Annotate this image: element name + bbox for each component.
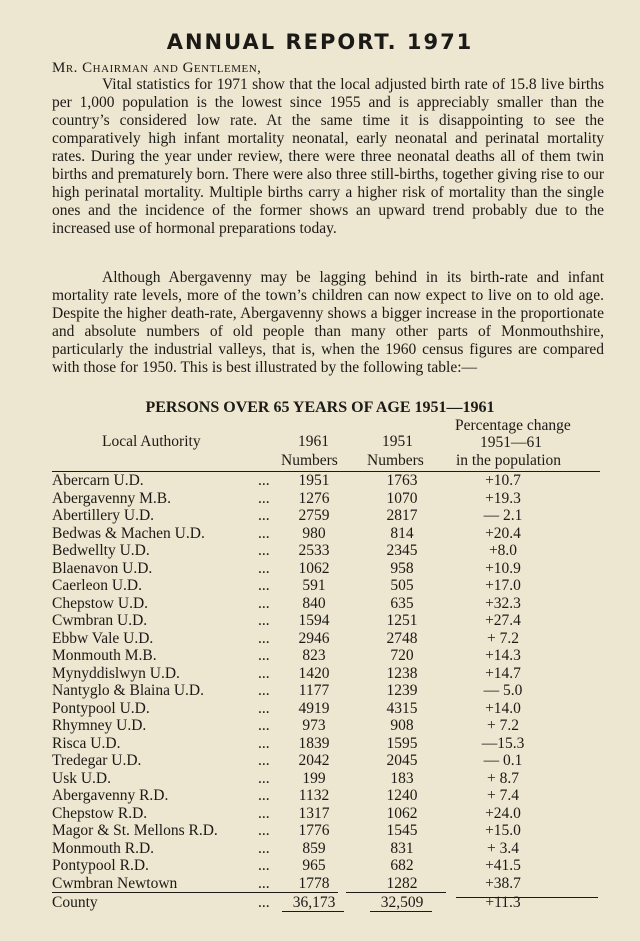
total-name: County <box>52 894 98 911</box>
row-dots: ... <box>258 717 270 734</box>
row-1951: 908 <box>390 717 414 734</box>
row-1951: 1545 <box>386 822 418 839</box>
row-pct: +10.7 <box>485 472 521 489</box>
row-name: Pontypool R.D. <box>52 857 149 874</box>
row-1961: 2946 <box>298 629 330 647</box>
row-dots: ... <box>258 822 270 839</box>
row-1961: 1317 <box>298 804 330 822</box>
row-1961: 4919 <box>298 699 330 717</box>
table-row <box>0 595 640 612</box>
row-dots: ... <box>258 524 270 542</box>
row-1951: 1070 <box>386 489 418 507</box>
row-1951: 2748 <box>386 629 418 647</box>
row-1961: 591 <box>302 577 326 594</box>
page-title: ANNUAL REPORT. 1971 <box>166 30 474 54</box>
row-name: Cwmbran Newtown <box>52 874 178 892</box>
row-pct: +8.0 <box>488 542 518 559</box>
row-1961: 1420 <box>298 664 330 682</box>
header-in-population: in the population <box>456 452 562 469</box>
row-name: Abertillery U.D. <box>52 507 155 524</box>
row-pct: +17.0 <box>485 577 521 594</box>
row-1951: 635 <box>390 594 414 612</box>
row-1961: 2759 <box>298 507 330 524</box>
row-1951: 1238 <box>386 664 418 682</box>
row-dots: ... <box>258 629 270 647</box>
row-dots: ... <box>258 752 270 769</box>
row-1961: 859 <box>302 839 326 857</box>
row-dots: ... <box>258 507 270 524</box>
row-name: Nantyglo & Blaina U.D. <box>52 682 204 699</box>
row-1951: 1595 <box>386 734 418 752</box>
header-numbers-1961: Numbers <box>281 452 338 469</box>
row-1961: 1951 <box>298 472 330 489</box>
table-row <box>0 472 640 489</box>
row-1951: 958 <box>390 559 414 577</box>
row-1961: 1778 <box>298 874 330 892</box>
row-1961: 965 <box>302 857 326 874</box>
row-1951: 720 <box>390 647 414 664</box>
table-row <box>0 630 640 647</box>
row-name: Bedwellty U.D. <box>52 542 150 559</box>
row-dots: ... <box>258 857 270 874</box>
row-name: Pontypool U.D. <box>52 699 150 717</box>
row-pct: — 5.0 <box>483 682 523 699</box>
row-1961: 1132 <box>298 787 330 804</box>
row-name: Chepstow R.D. <box>52 804 148 822</box>
table-row <box>0 822 640 839</box>
row-1951: 831 <box>390 839 414 857</box>
row-name: Tredegar U.D. <box>52 752 142 769</box>
row-name: Abergavenny M.B. <box>52 489 171 507</box>
row-name: Magor & St. Mellons R.D. <box>52 822 218 839</box>
row-pct: +14.3 <box>485 647 521 664</box>
row-1961: 823 <box>302 647 326 664</box>
table-row <box>0 612 640 629</box>
row-pct: +27.4 <box>485 612 521 629</box>
row-1961: 1776 <box>298 822 330 839</box>
table-row <box>0 875 640 892</box>
row-dots: ... <box>258 472 270 489</box>
row-name: Monmouth M.B. <box>52 647 157 664</box>
row-dots: ... <box>258 664 270 682</box>
row-pct: +14.0 <box>485 699 521 717</box>
row-name: Rhymney U.D. <box>52 717 147 734</box>
row-pct: +20.4 <box>485 524 521 542</box>
row-1951: 2045 <box>386 752 418 769</box>
header-local-authority: Local Authority <box>102 433 201 450</box>
table-row <box>0 770 640 787</box>
total-underline-1961 <box>282 911 344 912</box>
row-dots: ... <box>258 542 270 559</box>
row-1961: 1839 <box>298 734 330 752</box>
row-name: Chepstow U.D. <box>52 594 149 612</box>
row-dots: ... <box>258 804 270 822</box>
total-pct: +11.3 <box>485 894 521 911</box>
table-row <box>0 787 640 804</box>
row-pct: —15.3 <box>481 734 525 752</box>
row-1951: 1239 <box>386 682 418 699</box>
total-underline-1951 <box>370 911 432 912</box>
row-name: Abergavenny R.D. <box>52 787 169 804</box>
row-1961: 2533 <box>298 542 330 559</box>
row-dots: ... <box>258 839 270 857</box>
row-dots: ... <box>258 594 270 612</box>
row-pct: + 7.2 <box>487 717 519 734</box>
row-name: Caerleon U.D. <box>52 577 142 594</box>
row-1951: 814 <box>390 524 414 542</box>
paragraph-2: Although Abergavenny may be lagging behind in its birth-rate and infant mortality rate levels, more of the town’s children can now expect to live on to old age. Despite the higher death-rate, Abergavenny shows a bigger increase in the proportionate and absolute numbers of old people than many other parts of Monmouthshire, particularly the industrial valleys, that is, when the 1960 census figures are compared with those for 1950. This is best illustrated by the following table:— <box>52 269 604 376</box>
row-dots: ... <box>258 647 270 664</box>
row-1951: 505 <box>390 577 414 594</box>
row-dots: ... <box>258 787 270 804</box>
table-row <box>0 857 640 874</box>
row-pct: + 7.2 <box>487 629 519 647</box>
table-row <box>0 647 640 664</box>
row-dots: ... <box>258 577 270 594</box>
row-dots: ... <box>258 734 270 752</box>
row-dots: ... <box>258 612 270 629</box>
row-pct: — 0.1 <box>483 752 523 769</box>
row-1961: 199 <box>302 769 326 787</box>
row-1961: 2042 <box>298 752 330 769</box>
row-pct: +41.5 <box>485 857 521 874</box>
header-percentage-change: Percentage change <box>455 417 571 434</box>
table-row <box>0 507 640 524</box>
row-1951: 682 <box>390 857 414 874</box>
total-1961: 36,173 <box>292 894 336 911</box>
row-1951: 1251 <box>386 612 418 629</box>
table-row <box>0 735 640 752</box>
row-1961: 840 <box>302 594 326 612</box>
row-pct: + 8.7 <box>487 769 519 787</box>
table-row <box>0 717 640 734</box>
table-row <box>0 542 640 559</box>
row-pct: + 3.4 <box>487 839 519 857</box>
row-1951: 1282 <box>386 874 418 892</box>
table-row <box>0 682 640 699</box>
row-name: Blaenavon U.D. <box>52 559 153 577</box>
row-1951: 183 <box>390 769 414 787</box>
row-1961: 1594 <box>298 612 330 629</box>
subtotal-rule-left <box>52 892 338 893</box>
row-name: Bedwas & Machen U.D. <box>52 524 205 542</box>
paragraph-1: Vital statistics for 1971 show that the local adjusted birth rate of 15.8 live births per 1,000 population is the lowest since 1955 and is appreciably smaller than the country’s considered low rate. At the same time it is disappointing to see the comparatively high infant mortality neonatal, early neonatal and perinatal mortality rates. During the year under review, there were three neonatal deaths all of them twin births and prematurely born. There were also three still-births, together giving rise to our high perinatal mortality. Multiple births carry a higher risk of mortality than the single ones and the incidence of the former shows an upward trend probably due to the increased use of hormonal preparations today. <box>52 76 604 237</box>
row-name: Abercarn U.D. <box>52 472 144 489</box>
subtotal-rule-middle <box>346 892 446 893</box>
row-pct: +15.0 <box>485 822 521 839</box>
table-total-row <box>0 894 640 911</box>
row-1961: 973 <box>302 717 326 734</box>
row-1961: 1062 <box>298 559 330 577</box>
header-period: 1951—61 <box>480 434 542 451</box>
row-pct: +10.9 <box>485 559 521 577</box>
table-title: PERSONS OVER 65 YEARS OF AGE 1951—1961 <box>145 399 495 416</box>
row-name: Mynyddislwyn U.D. <box>52 664 180 682</box>
row-pct: +38.7 <box>485 874 521 892</box>
row-name: Cwmbran U.D. <box>52 612 148 629</box>
table-row <box>0 700 640 717</box>
table-row <box>0 525 640 542</box>
row-pct: +32.3 <box>485 594 521 612</box>
row-name: Ebbw Vale U.D. <box>52 629 154 647</box>
row-dots: ... <box>258 874 270 892</box>
row-1951: 1763 <box>386 472 418 489</box>
row-pct: — 2.1 <box>483 507 523 524</box>
table-row <box>0 577 640 594</box>
table-row <box>0 490 640 507</box>
row-name: Monmouth R.D. <box>52 839 155 857</box>
table-row <box>0 665 640 682</box>
row-dots: ... <box>258 489 270 507</box>
total-dots: ... <box>258 894 270 911</box>
row-1951: 2345 <box>386 542 418 559</box>
row-name: Risca U.D. <box>52 734 121 752</box>
row-1961: 1177 <box>298 682 330 699</box>
row-1951: 1062 <box>386 804 418 822</box>
header-1961: 1961 <box>298 433 329 450</box>
row-dots: ... <box>258 699 270 717</box>
table-row <box>0 840 640 857</box>
row-1951: 2817 <box>386 507 418 524</box>
row-1951: 4315 <box>386 699 418 717</box>
row-dots: ... <box>258 769 270 787</box>
total-1951: 32,509 <box>380 894 424 911</box>
row-name: Usk U.D. <box>52 769 111 787</box>
header-1951: 1951 <box>382 433 413 450</box>
row-pct: + 7.4 <box>487 787 519 804</box>
row-dots: ... <box>258 559 270 577</box>
row-1951: 1240 <box>386 787 418 804</box>
row-1961: 1276 <box>298 489 330 507</box>
table-row <box>0 752 640 769</box>
row-pct: +19.3 <box>485 489 521 507</box>
row-1961: 980 <box>302 524 326 542</box>
salutation: Mr. Chairman and Gentlemen, <box>52 60 262 76</box>
header-numbers-1951: Numbers <box>367 452 424 469</box>
row-pct: +24.0 <box>485 804 521 822</box>
table-row <box>0 805 640 822</box>
table-row <box>0 560 640 577</box>
row-dots: ... <box>258 682 270 699</box>
row-pct: +14.7 <box>485 664 521 682</box>
